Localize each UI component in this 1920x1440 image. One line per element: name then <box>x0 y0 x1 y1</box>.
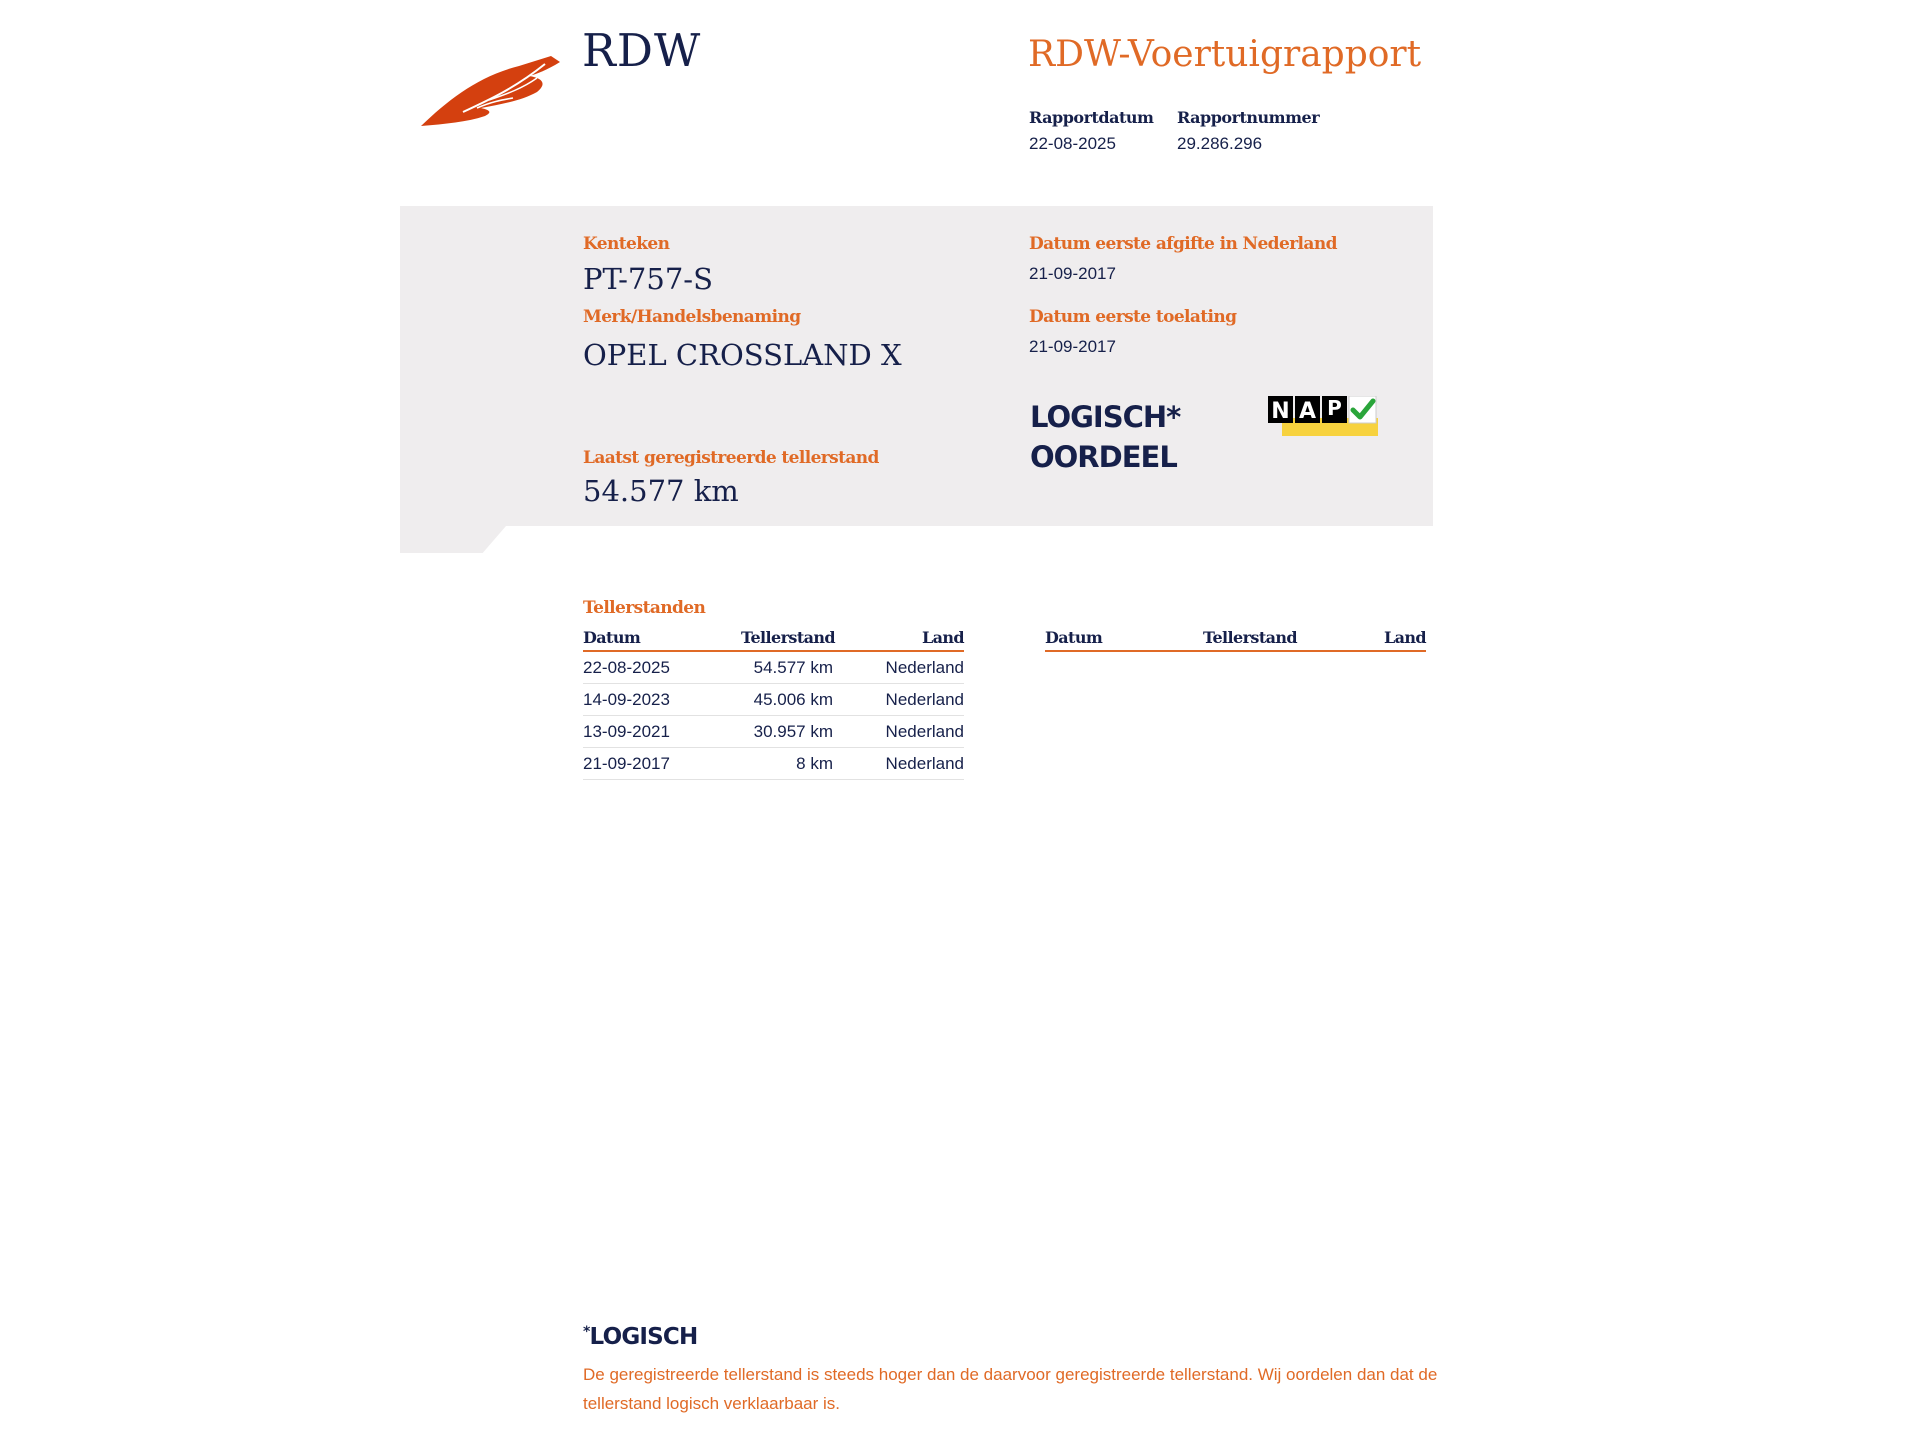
rapportnummer-value: 29.286.296 <box>1177 134 1263 153</box>
nap-letter-p: P <box>1327 396 1342 420</box>
cell-datum: 21-09-2017 <box>583 753 670 773</box>
cell-datum: 22-08-2025 <box>583 657 670 677</box>
rdw-logo-icon <box>419 54 561 128</box>
tellerstanden-table <box>583 628 964 780</box>
table-header <box>1045 628 1426 652</box>
cell-land: Nederland <box>885 657 964 677</box>
column-header-land: Land <box>921 628 964 647</box>
cell-datum: 14-09-2023 <box>583 689 670 709</box>
toelating-label: Datum eerste toelating <box>1029 307 1237 327</box>
cell-land: Nederland <box>885 753 964 773</box>
tellerstand-label: Laatst geregistreerde tellerstand <box>583 448 879 468</box>
column-header-tellerstand: Tellerstand <box>741 628 836 647</box>
table-header <box>583 628 964 652</box>
rapportnummer-label: Rapportnummer <box>1177 108 1320 127</box>
tellerstanden-table-continued <box>1045 628 1426 652</box>
kenteken-value: PT-757-S <box>583 262 713 296</box>
oordeel-line-2: OORDEEL <box>1030 440 1177 474</box>
tellerstand-value: 54.577 km <box>583 474 739 508</box>
panel-tab-decoration <box>400 526 506 553</box>
merk-value: OPEL CROSSLAND X <box>583 338 902 372</box>
table-row <box>583 748 964 780</box>
afgifte-label: Datum eerste afgifte in Nederland <box>1029 234 1337 254</box>
column-header-datum: Datum <box>583 628 641 647</box>
column-header-datum: Datum <box>1045 628 1103 647</box>
cell-tellerstand: 8 km <box>796 753 833 773</box>
footnote-title <box>583 1324 697 1350</box>
rapportdatum-label: Rapportdatum <box>1029 108 1154 127</box>
cell-land: Nederland <box>885 689 964 709</box>
nap-logo-icon <box>1268 396 1378 442</box>
table-row <box>583 716 964 748</box>
kenteken-label: Kenteken <box>583 234 670 254</box>
cell-tellerstand: 30.957 km <box>753 721 833 741</box>
column-header-tellerstand: Tellerstand <box>1203 628 1298 647</box>
rapportdatum-value: 22-08-2025 <box>1029 134 1116 153</box>
afgifte-value: 21-09-2017 <box>1029 264 1116 283</box>
toelating-value: 21-09-2017 <box>1029 337 1116 356</box>
cell-tellerstand: 54.577 km <box>753 657 833 677</box>
cell-tellerstand: 45.006 km <box>753 689 833 709</box>
footnote-title-text: LOGISCH <box>589 1324 698 1350</box>
table-row <box>583 652 964 684</box>
footnote-text: De geregistreerde tellerstand is steeds hoger dan de daarvoor geregistreerde tellerstand. Wij oordelen dan dat de tellerstand logisch verklaarbaar is. <box>583 1365 1438 1413</box>
cell-land: Nederland <box>885 721 964 741</box>
oordeel-line-1: LOGISCH* <box>1030 400 1181 434</box>
tellerstanden-title: Tellerstanden <box>583 598 706 618</box>
column-header-land: Land <box>1383 628 1426 647</box>
footnote-star: * <box>583 1324 590 1340</box>
cell-datum: 13-09-2021 <box>583 721 670 741</box>
nap-letter-n: N <box>1271 399 1290 424</box>
brand-name: RDW <box>582 24 702 77</box>
vehicle-summary-panel <box>400 206 1433 526</box>
table-row <box>583 684 964 716</box>
report-title: RDW-Voertuigrapport <box>1028 34 1422 75</box>
nap-letter-a: A <box>1298 399 1317 424</box>
merk-label: Merk/Handelsbenaming <box>583 307 801 327</box>
